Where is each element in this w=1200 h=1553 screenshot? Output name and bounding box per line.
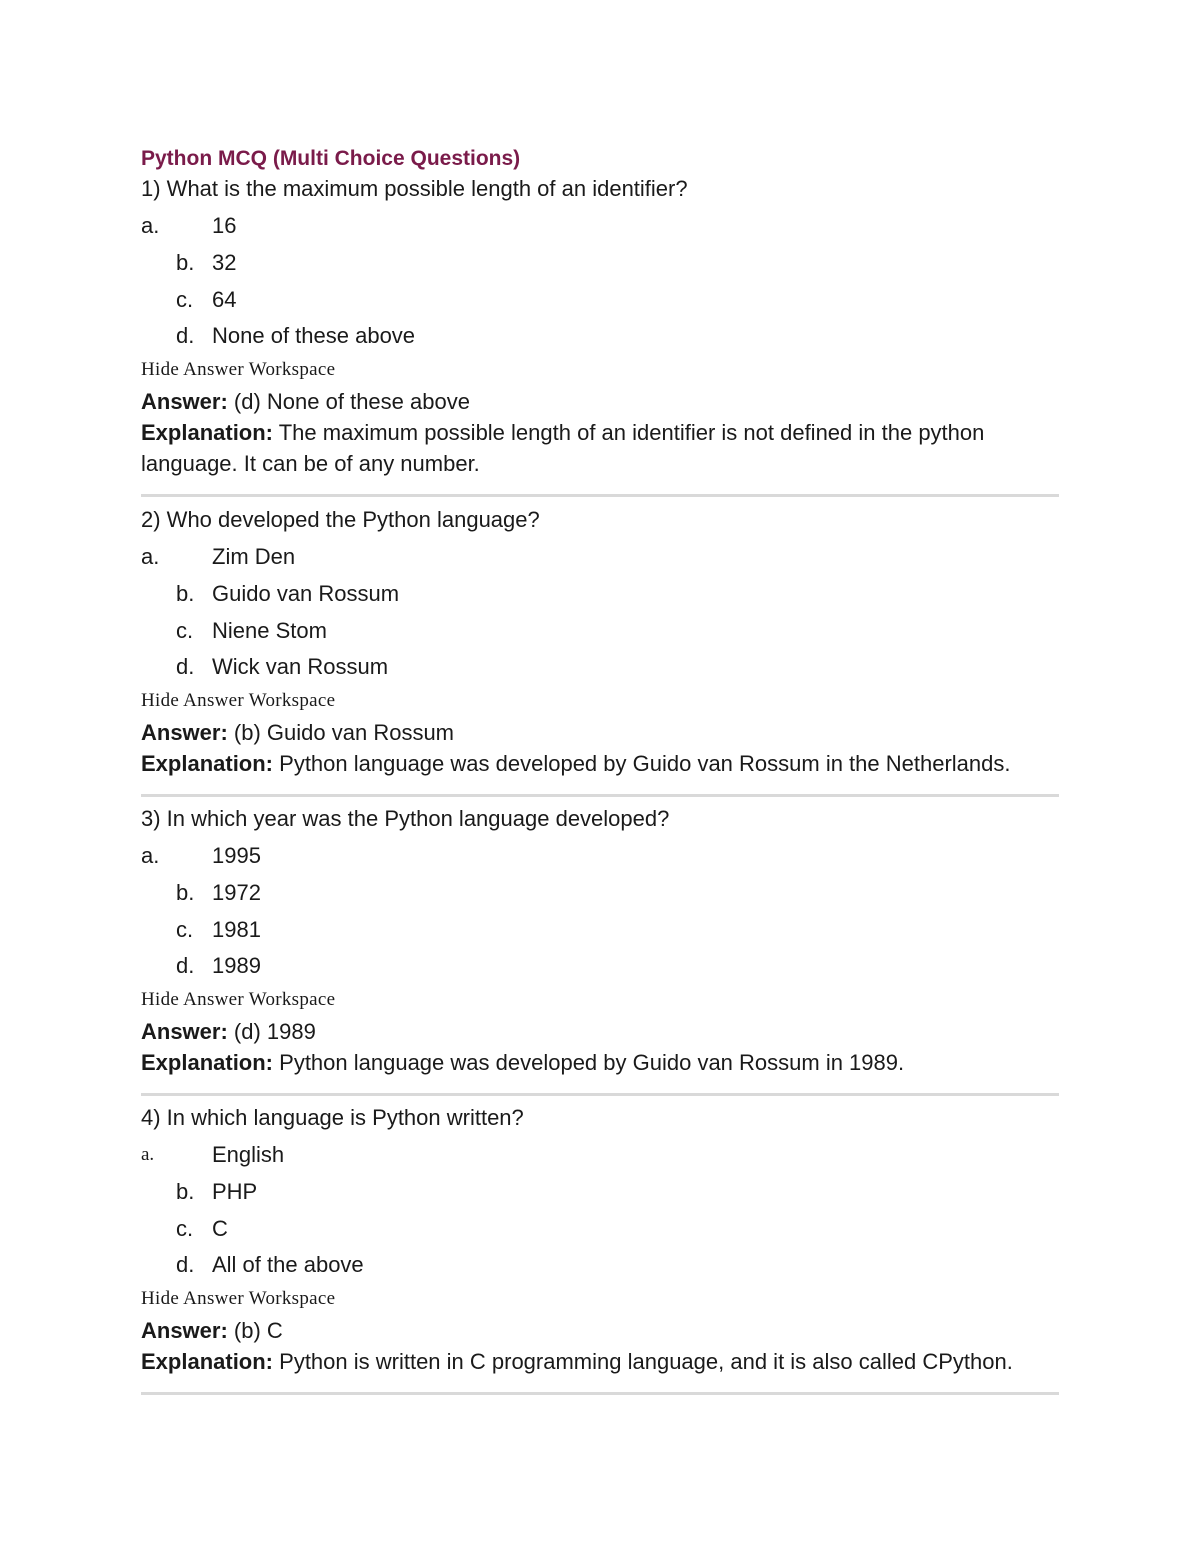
hide-answer-link[interactable]: Hide Answer Workspace bbox=[141, 690, 336, 711]
option-letter: d. bbox=[176, 654, 195, 680]
question-2 bbox=[141, 505, 1061, 779]
answer-value: (d) 1989 bbox=[233, 1019, 316, 1044]
option-text: All of the above bbox=[212, 1252, 364, 1278]
explanation-line bbox=[141, 417, 1061, 479]
option-letter: d. bbox=[176, 1252, 195, 1278]
option-letter: a. bbox=[141, 1144, 155, 1165]
option-c bbox=[141, 613, 1061, 650]
explanation-label: Explanation: bbox=[141, 751, 274, 776]
hide-answer-link[interactable]: Hide Answer Workspace bbox=[141, 989, 336, 1010]
question-text: 4) In which language is Python written? bbox=[141, 1105, 524, 1130]
explanation-label: Explanation: bbox=[141, 1050, 274, 1075]
option-text: Guido van Rossum bbox=[212, 580, 400, 606]
option-text: PHP bbox=[212, 1178, 258, 1204]
option-letter: b. bbox=[176, 580, 195, 606]
option-b bbox=[141, 576, 1061, 613]
option-c bbox=[141, 912, 1061, 949]
hide-answer-link[interactable]: Hide Answer Workspace bbox=[141, 1288, 336, 1309]
question-3 bbox=[141, 804, 1061, 1078]
option-b bbox=[141, 875, 1061, 912]
option-text: 16 bbox=[212, 213, 237, 238]
option-b bbox=[141, 245, 1061, 282]
option-text: 1981 bbox=[212, 916, 261, 942]
explanation-line bbox=[141, 1346, 1061, 1377]
answer-label: Answer: bbox=[141, 1019, 228, 1044]
explanation-label: Explanation: bbox=[141, 1349, 274, 1374]
answer-value: (b) Guido van Rossum bbox=[233, 720, 455, 745]
document-page bbox=[141, 142, 1061, 1374]
question-divider bbox=[141, 794, 1059, 797]
hide-answer-link[interactable]: Hide Answer Workspace bbox=[141, 359, 336, 380]
option-letter: b. bbox=[176, 249, 195, 275]
answer-line bbox=[141, 386, 1061, 417]
question-4 bbox=[141, 1103, 1061, 1377]
option-d bbox=[141, 1247, 1061, 1284]
answer-value: (d) None of these above bbox=[233, 389, 470, 414]
option-c bbox=[141, 282, 1061, 319]
option-text: 32 bbox=[212, 249, 237, 275]
option-text: 64 bbox=[212, 286, 237, 312]
option-text: Niene Stom bbox=[212, 617, 327, 643]
explanation-label: Explanation: bbox=[141, 420, 274, 445]
explanation-line bbox=[141, 748, 1061, 779]
option-letter: a. bbox=[141, 213, 160, 238]
option-letter: c. bbox=[176, 617, 194, 643]
option-a bbox=[141, 539, 1061, 576]
option-letter: b. bbox=[176, 879, 195, 905]
answer-label: Answer: bbox=[141, 389, 228, 414]
option-d bbox=[141, 649, 1061, 686]
option-list bbox=[141, 838, 1061, 985]
question-divider bbox=[141, 494, 1059, 497]
option-text: None of these above bbox=[212, 323, 416, 349]
question-divider bbox=[141, 1093, 1059, 1096]
option-letter: c. bbox=[176, 286, 194, 312]
option-text: English bbox=[212, 1142, 285, 1167]
question-text: 3) In which year was the Python language developed? bbox=[141, 806, 670, 831]
question-divider bbox=[141, 1392, 1059, 1395]
option-d bbox=[141, 318, 1061, 355]
option-letter: d. bbox=[176, 323, 195, 349]
option-text: Zim Den bbox=[212, 544, 296, 569]
answer-label: Answer: bbox=[141, 720, 228, 745]
option-text: Wick van Rossum bbox=[212, 654, 389, 680]
option-letter: d. bbox=[176, 953, 195, 979]
option-letter: a. bbox=[141, 843, 160, 868]
answer-line bbox=[141, 1315, 1061, 1346]
answer-value: (b) C bbox=[233, 1318, 283, 1343]
option-list bbox=[141, 1137, 1061, 1284]
option-a bbox=[141, 208, 1061, 245]
option-text: 1989 bbox=[212, 953, 261, 979]
option-text: 1995 bbox=[212, 843, 261, 868]
option-text: C bbox=[212, 1215, 228, 1241]
option-a bbox=[141, 838, 1061, 875]
explanation-line bbox=[141, 1047, 1061, 1078]
answer-label: Answer: bbox=[141, 1318, 228, 1343]
explanation-text: Python is written in C programming language, and it is also called CPython. bbox=[279, 1349, 1013, 1374]
answer-line bbox=[141, 717, 1061, 748]
option-a bbox=[141, 1137, 1061, 1174]
option-b bbox=[141, 1174, 1061, 1211]
answer-line bbox=[141, 1016, 1061, 1047]
option-text: 1972 bbox=[212, 879, 261, 905]
question-1 bbox=[141, 174, 1061, 479]
explanation-text: The maximum possible length of an identifier is not defined in the python language. It can be of any number. bbox=[141, 420, 985, 476]
option-letter: c. bbox=[176, 1215, 194, 1241]
option-list bbox=[141, 208, 1061, 355]
option-d bbox=[141, 948, 1061, 985]
option-letter: c. bbox=[176, 916, 194, 942]
page-title: Python MCQ (Multi Choice Questions) bbox=[141, 147, 521, 170]
explanation-text: Python language was developed by Guido van Rossum in 1989. bbox=[279, 1050, 905, 1075]
option-letter: a. bbox=[141, 544, 160, 569]
question-text: 1) What is the maximum possible length of an identifier? bbox=[141, 176, 688, 201]
option-list bbox=[141, 539, 1061, 686]
question-text: 2) Who developed the Python language? bbox=[141, 507, 540, 532]
explanation-text: Python language was developed by Guido van Rossum in the Netherlands. bbox=[279, 751, 1011, 776]
option-c bbox=[141, 1211, 1061, 1248]
option-letter: b. bbox=[176, 1178, 195, 1204]
